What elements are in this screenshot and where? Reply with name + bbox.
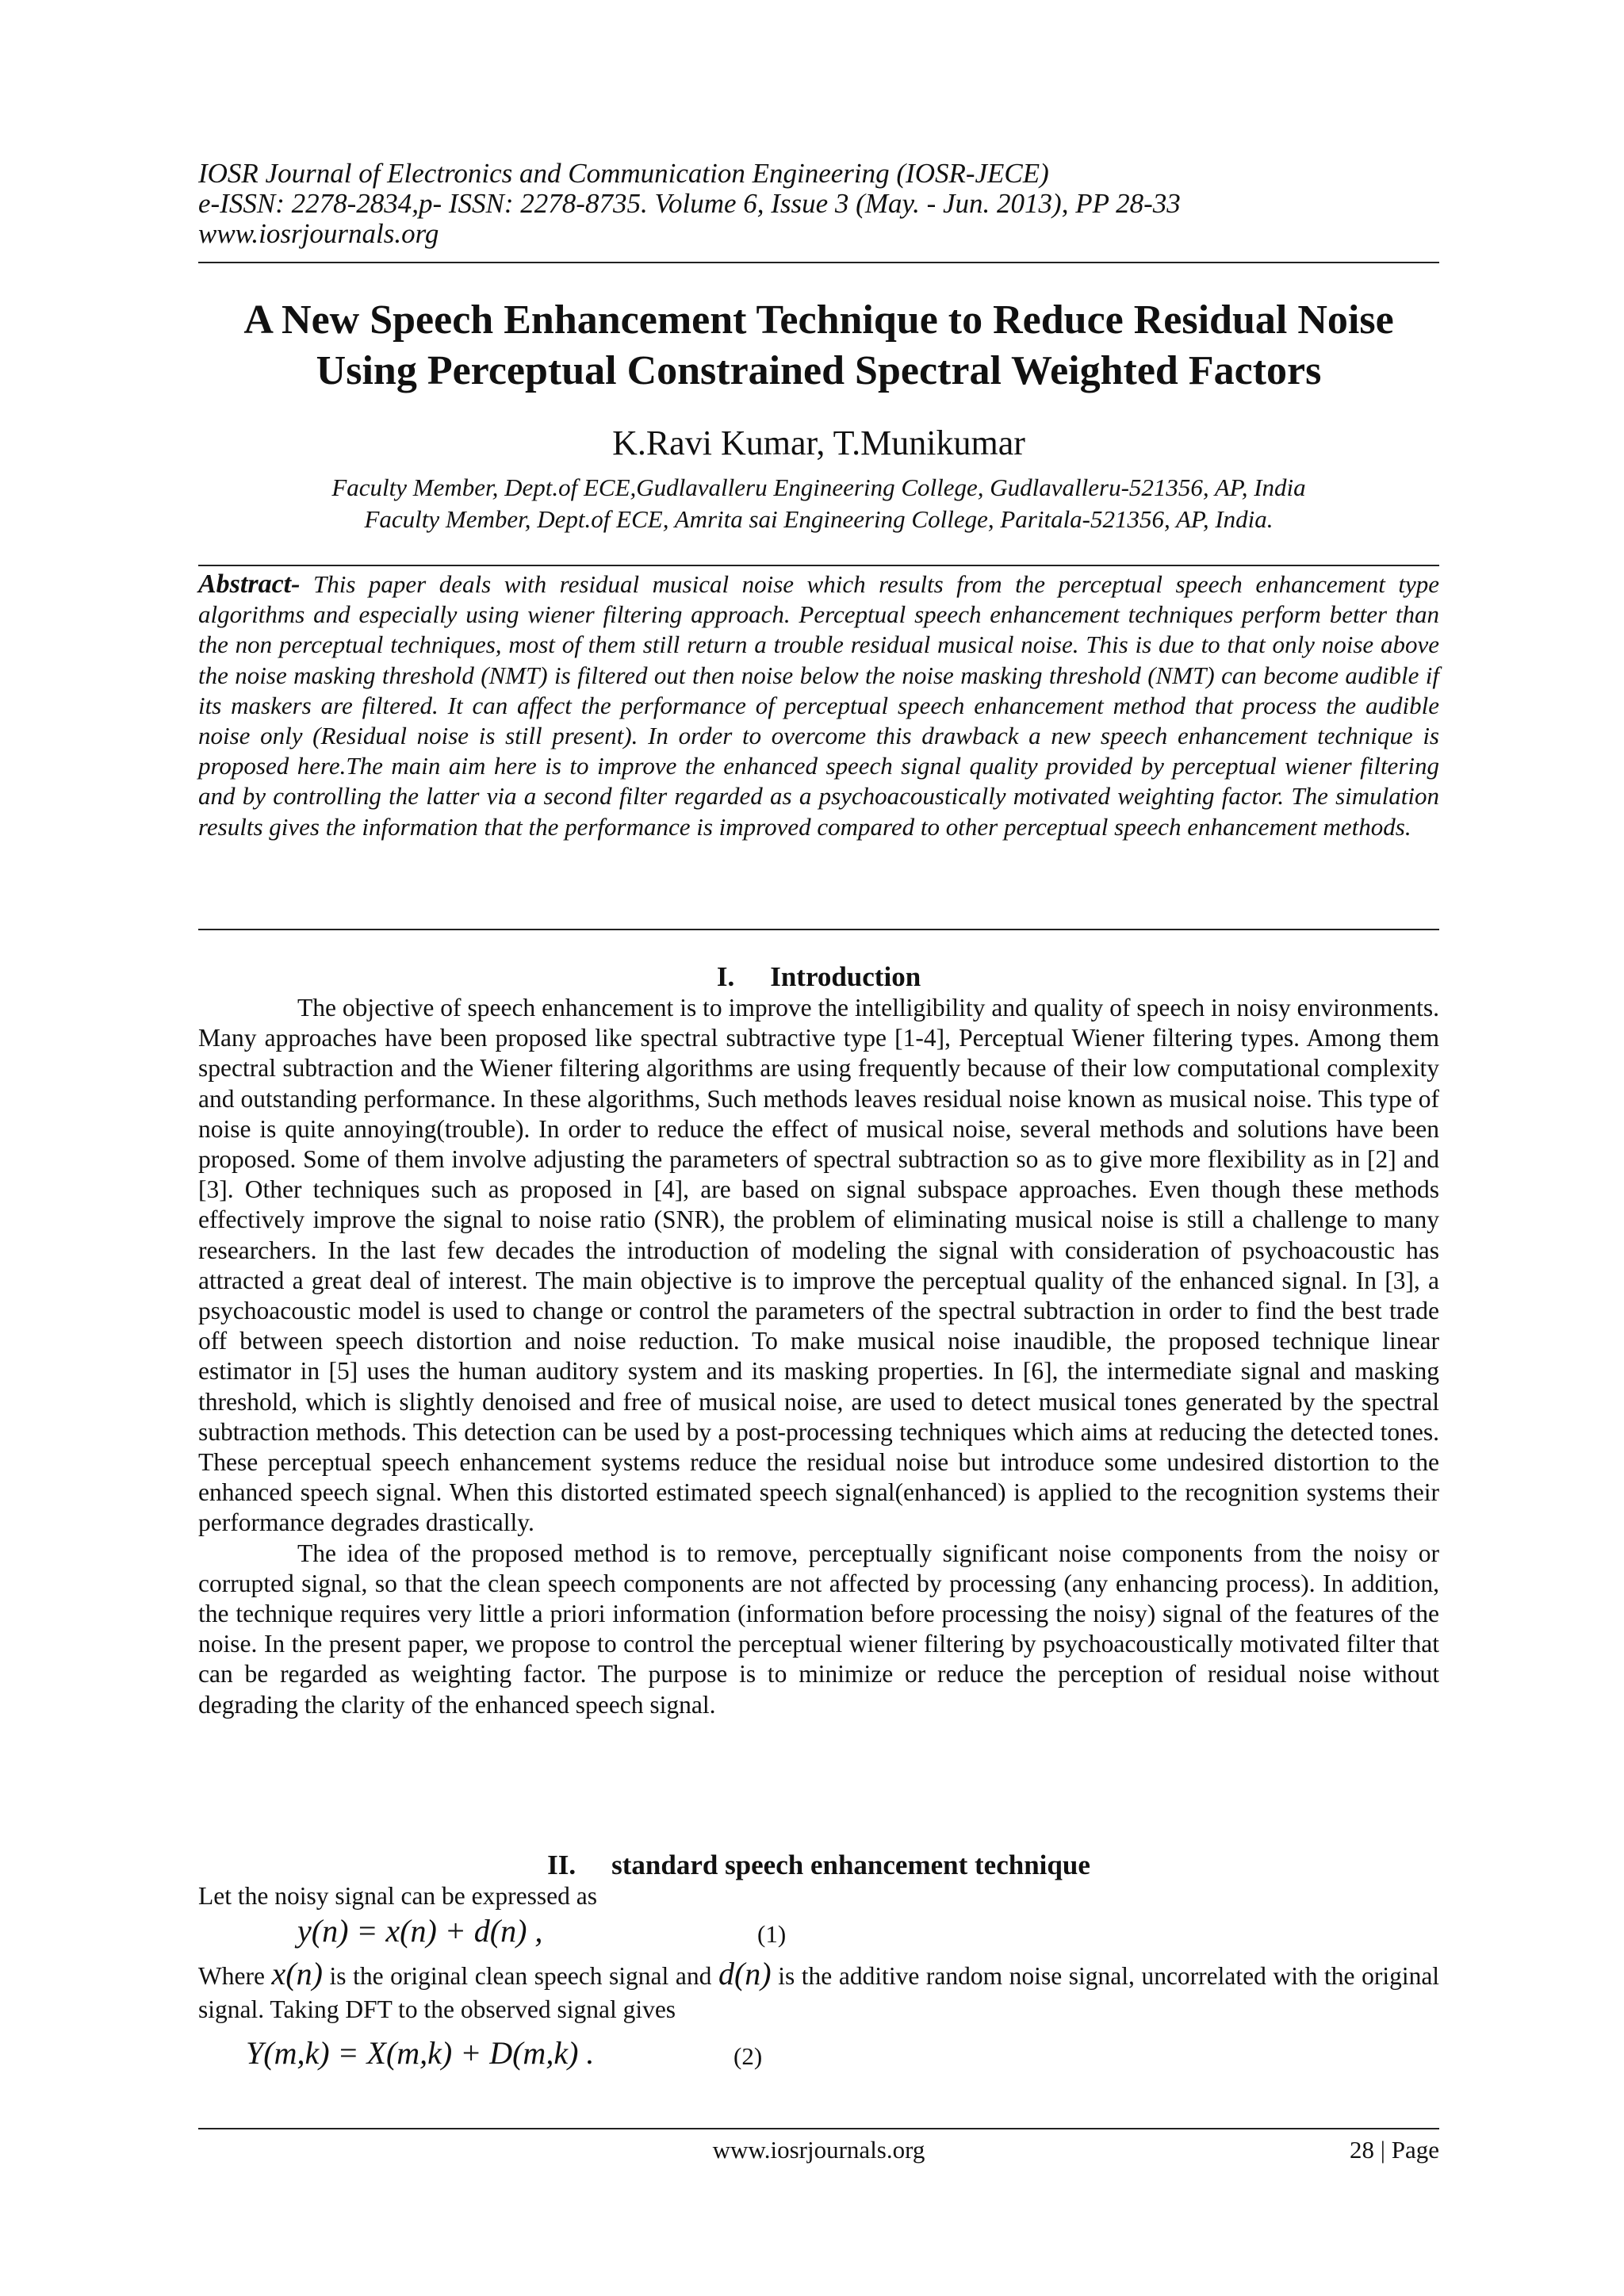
where-prefix: Where	[198, 1962, 265, 1990]
header-rule	[198, 262, 1439, 263]
intro-paragraph-1: The objective of speech enhancement is to improve the intelligibility and quality of speech in noisy environments. Many approaches have been proposed like spectral subtractive type [1-4], Perceptual Wiener filtering types. Among them spectral subtraction and the Wiener filtering algorithms are using frequently because of their low computational complexity and outstanding performance. In these algorithms, Such methods leaves residual noise known as musical noise. This type of noise is quite annoying(trouble). In order to reduce the effect of musical noise, several methods and solutions have been proposed. Some of them involve adjusting the parameters of spectral subtraction so as to give more flexibility as in [2] and [3]. Other techniques such as proposed in [4], are based on signal subspace approaches. Even though these methods effectively improve the signal to noise ratio (SNR), the problem of eliminating musical noise is still a challenge to many researchers. In the last few decades the introduction of modeling the signal with consideration of psychoacoustic has attracted a great deal of interest. The main objective is to improve the perceptual quality of the enhanced signal. In [3], a psychoacoustic model is used to change or control the parameters of the spectral subtraction in order to find the best trade off between speech distortion and noise reduction. To make musical noise inaudible, the proposed technique linear estimator in [5] uses the human auditory system and its masking properties. In [6], the intermediate signal and masking threshold, which is slightly denoised and free of musical noise, are used to detect musical tones generated by the spectral subtraction methods. This detection can be used by a post-processing techniques which aims at reducing the detected tones. These perceptual speech enhancement systems reduce the residual noise but introduce some undesired distortion to the enhanced speech signal. When this distorted estimated speech signal(enhanced) is applied to the recognition systems their performance degrades drastically.	[198, 994, 1439, 1537]
section-2-intro: Let the noisy signal can be expressed as	[198, 1882, 597, 1910]
journal-name: IOSR Journal of Electronics and Communication Engineering (IOSR-JECE)	[198, 158, 1049, 189]
abstract	[198, 569, 1439, 842]
journal-issn: e-ISSN: 2278-2834,p- ISSN: 2278-8735. Volume 6, Issue 3 (May. - Jun. 2013), PP 28-33	[198, 188, 1181, 219]
equation-1-number: (1)	[757, 1920, 787, 1948]
section-1-title: Introduction	[770, 961, 921, 992]
section-2-where-text	[198, 1957, 1439, 2026]
section-2-number: II.	[547, 1849, 576, 1880]
symbol-x-n: x(n)	[271, 1956, 323, 1991]
section-1-body	[198, 993, 1439, 1720]
equation-2-number: (2)	[733, 2042, 763, 2070]
equation-1: y(n) = x(n) + d(n) ,	[297, 1913, 543, 1949]
abstract-label: Abstract-	[198, 569, 301, 599]
section-1-heading	[198, 961, 1439, 993]
affiliation-2: Faculty Member, Dept.of ECE, Amrita sai Engineering College, Paritala-521356, AP, India.	[364, 505, 1274, 533]
footer-website[interactable]: www.iosrjournals.org	[712, 2136, 925, 2164]
where-mid: is the original clean speech signal and	[329, 1962, 712, 1990]
paper-title-line-1: A New Speech Enhancement Technique to Reduce Residual Noise	[243, 297, 1394, 343]
abstract-top-rule	[198, 565, 1439, 566]
intro-paragraph-2: The idea of the proposed method is to remove, perceptually significant noise components from the noisy or corrupted signal, so that the clean speech components are not affected by processing (any enhancing process). In addition, the technique requires very little a priori information (information before processing the noisy) signal of the features of the noise. In the present paper, we propose to control the perceptual wiener filtering by psychoacoustically motivated filter that can be regarded as weighting factor. The purpose is to minimize or reduce the perception of residual noise without degrading the clarity of the enhanced speech signal.	[198, 1539, 1439, 1719]
abstract-bottom-rule	[198, 929, 1439, 930]
equation-2: Y(m,k) = X(m,k) + D(m,k) .	[246, 2035, 595, 2071]
footer-rule	[198, 2128, 1439, 2129]
section-2-title: standard speech enhancement technique	[611, 1849, 1090, 1880]
section-1-number: I.	[716, 961, 735, 992]
symbol-d-n: d(n)	[718, 1956, 772, 1991]
page-number: 28 | Page	[1350, 2136, 1439, 2164]
authors: K.Ravi Kumar, T.Munikumar	[612, 424, 1025, 462]
journal-website[interactable]: www.iosrjournals.org	[198, 218, 439, 249]
section-2-heading	[198, 1849, 1439, 1881]
where-suffix: is the additive random noise signal, uncorrelated with the original signal. Taking DFT to the observed signal gives	[198, 1962, 1440, 2023]
affiliation-1: Faculty Member, Dept.of ECE,Gudlavalleru Engineering College, Gudlavalleru-521356, AP, India	[331, 473, 1306, 501]
paper-title-line-2: Using Perceptual Constrained Spectral Weighted Factors	[316, 348, 1322, 393]
abstract-text: This paper deals with residual musical noise which results from the perceptual speech enhancement type algorithms and especially using wiener filtering approach. Perceptual speech enhancement techniques perform better than the non perceptual techniques, most of them still return a trouble residual musical noise. This is due to that only noise above the noise masking threshold (NMT) is filtered out then noise below the noise masking threshold (NMT) can become audible if its maskers are filtered. It can affect the performance of perceptual speech enhancement method that process the audible noise only (Residual noise is still present). In order to overcome this drawback a new speech enhancement technique is proposed here.The main aim here is to improve the enhanced speech signal quality provided by perceptual wiener filtering and by controlling the latter via a second filter regarded as a psychoacoustically motivated weighting factor. The simulation results gives the information that the performance is improved compared to other perceptual speech enhancement methods.	[198, 570, 1440, 841]
